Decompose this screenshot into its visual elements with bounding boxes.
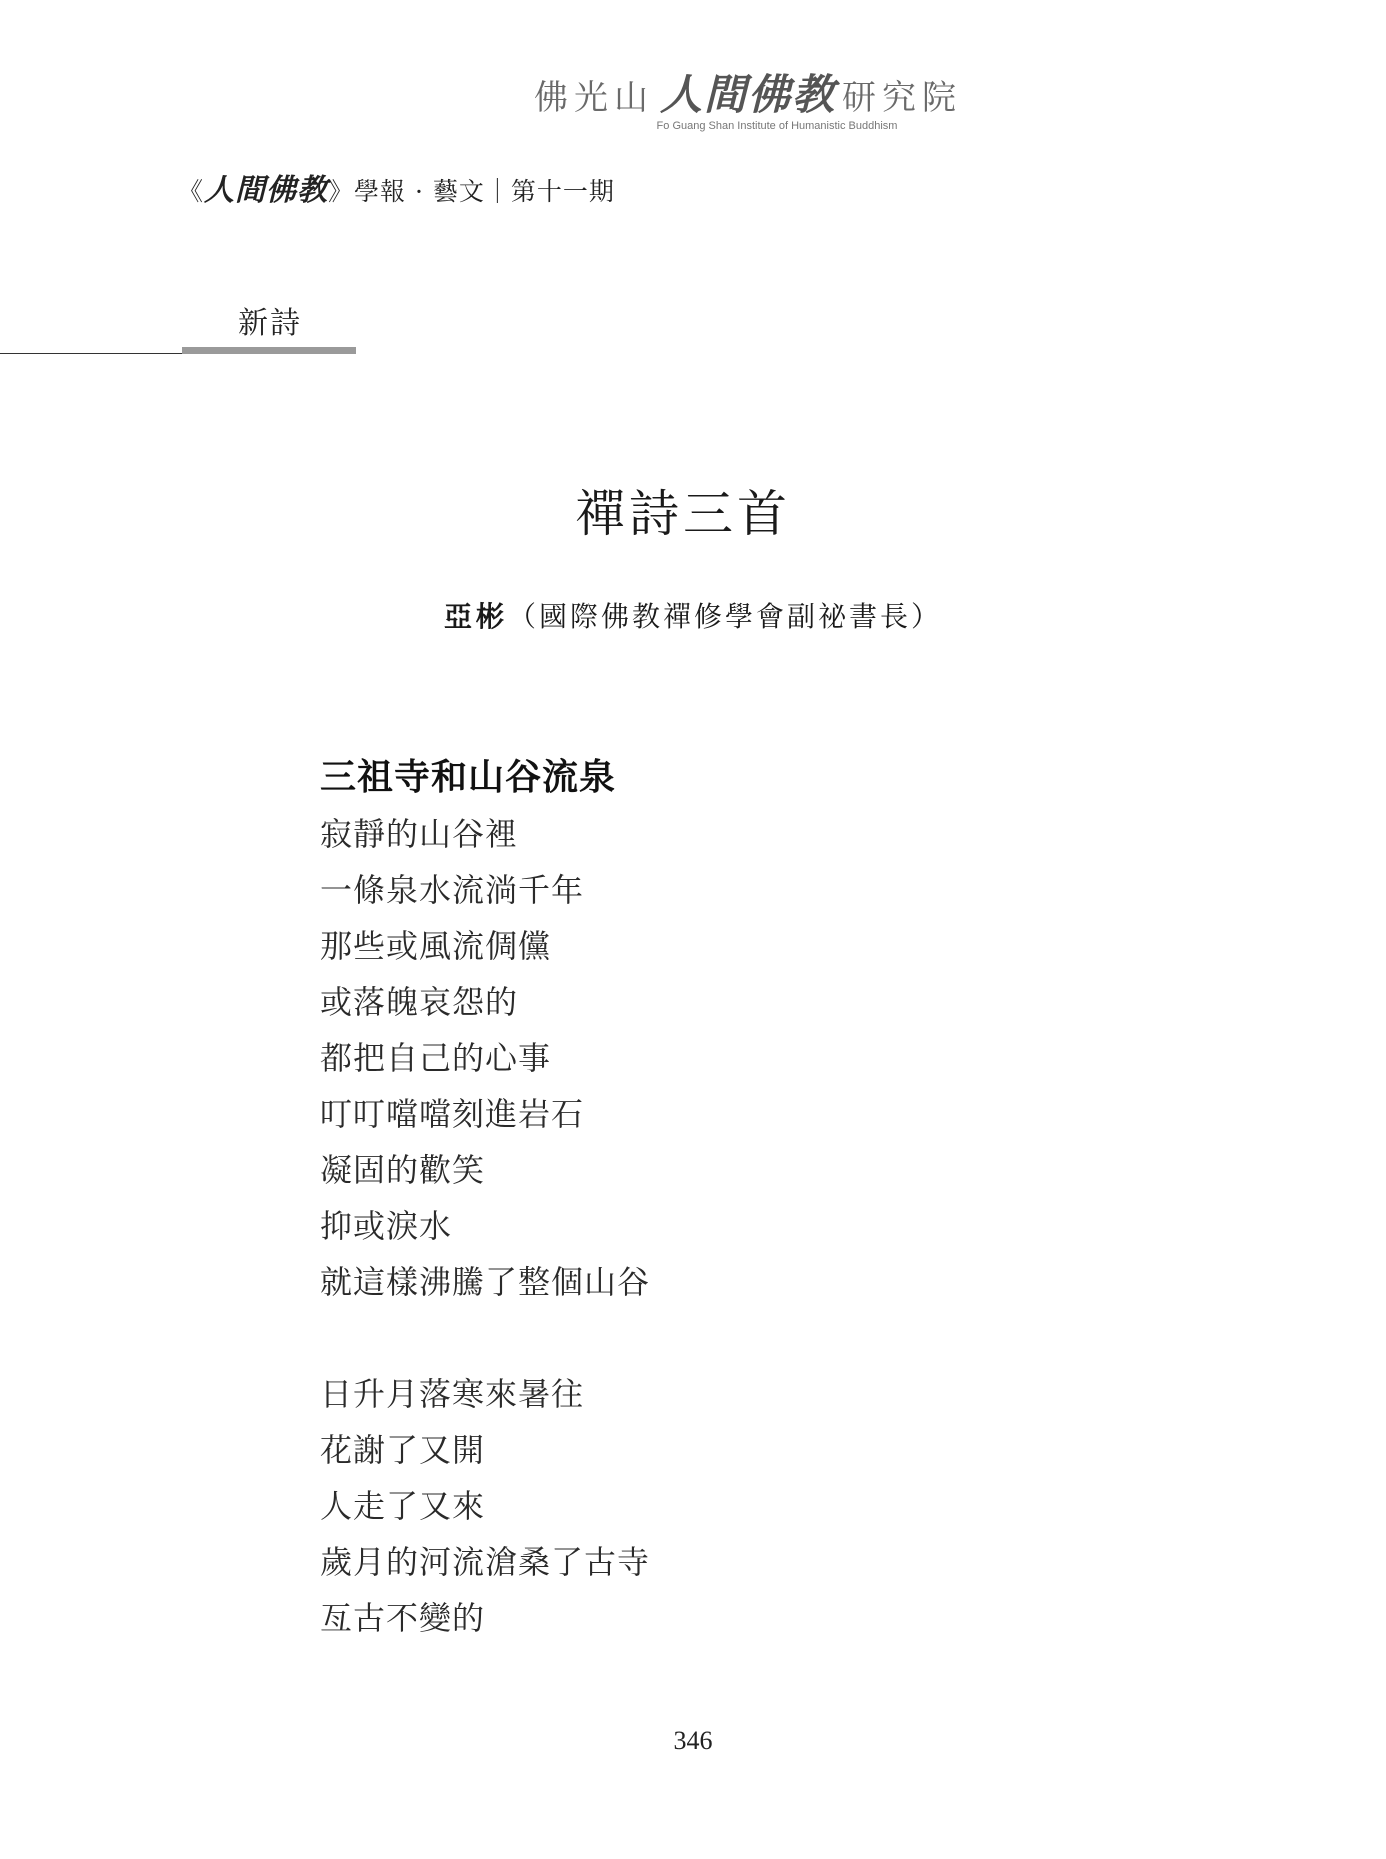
journal-running-head [178, 165, 615, 209]
poem-line: 亙古不變的 [320, 1599, 486, 1637]
poem-line: 寂靜的山谷裡 [320, 815, 519, 853]
poem-line: 凝固的歡笑 [320, 1151, 486, 1189]
journal-open-bracket: 《 [178, 177, 205, 206]
institute-name [534, 62, 962, 122]
journal-issue-info: 學報 · 藝文｜第十一期 [354, 177, 615, 206]
poem-line: 花謝了又開 [320, 1431, 486, 1469]
poem-line: 叮叮噹噹刻進岩石 [320, 1095, 585, 1133]
author-affiliation: （國際佛教禪修學會副祕書長） [508, 600, 943, 633]
poem-line: 那些或風流倜儻 [320, 927, 552, 965]
journal-brush-name: 人間佛教 [204, 173, 329, 208]
poem-body [320, 806, 650, 1646]
poem-line: 歲月的河流滄桑了古寺 [320, 1543, 651, 1581]
poem-line: 抑或淚水 [320, 1207, 453, 1245]
institute-logo [0, 62, 1386, 132]
article-title [0, 474, 1386, 546]
poem-line: 日升月落寒來暑往 [320, 1375, 585, 1413]
poem-line: 人走了又來 [320, 1487, 486, 1525]
stanza-break [320, 1310, 650, 1366]
author-line [0, 595, 1386, 635]
poem-line: 一條泉水流淌千年 [320, 871, 585, 909]
institute-suffix: 研究院 [842, 78, 962, 118]
poem-title: 三祖寺和山谷流泉 [320, 756, 617, 798]
institute-prefix: 佛光山 [533, 78, 654, 118]
poem-line: 都把自己的心事 [320, 1039, 552, 1077]
section-tag: 新詩 [238, 306, 302, 341]
section-accent-bar [182, 347, 356, 354]
poem-line: 就這樣沸騰了整個山谷 [320, 1263, 651, 1301]
article-title-text: 禪詩三首 [575, 485, 791, 543]
journal-close-bracket: 》 [328, 177, 355, 206]
poem [320, 748, 650, 1646]
poem-line: 或落魄哀怨的 [320, 983, 519, 1021]
page-number: 346 [673, 1726, 713, 1755]
institute-english-name: Fo Guang Shan Institute of Humanistic Buddhism [656, 120, 898, 132]
institute-brush-name: 人間佛教 [659, 70, 836, 119]
author-name: 亞彬 [443, 600, 508, 633]
